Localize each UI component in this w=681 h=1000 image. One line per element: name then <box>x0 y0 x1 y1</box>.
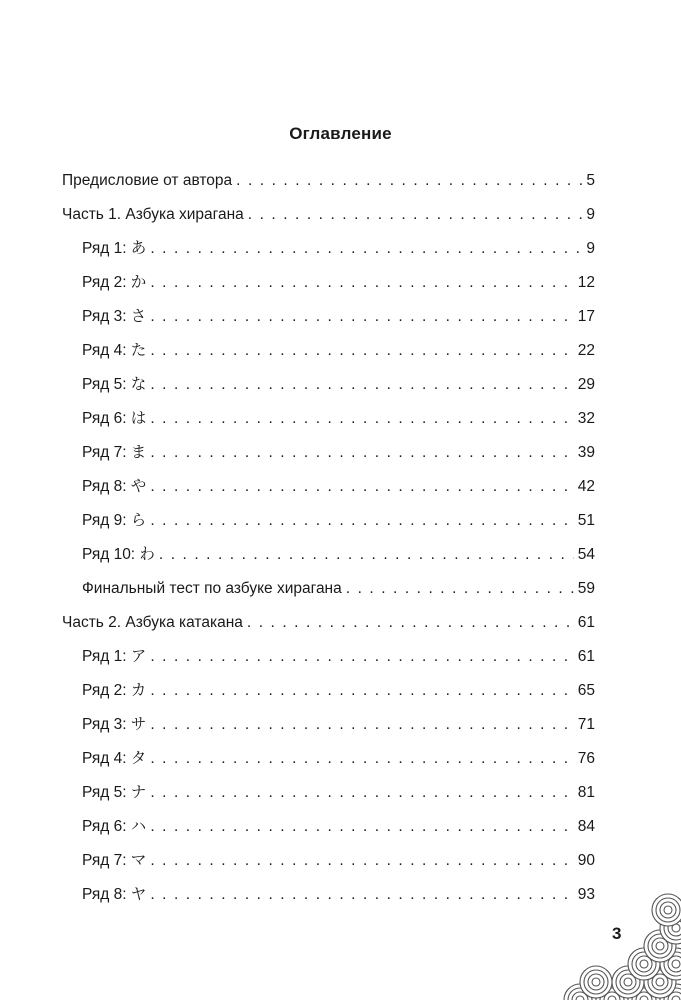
toc-entry-label: Ряд 5: な <box>82 376 147 393</box>
toc-entry-label: Ряд 1: あ <box>82 240 147 257</box>
toc-entry[interactable] <box>62 272 595 306</box>
toc-entry-label: Ряд 1: ア <box>82 648 147 665</box>
dot-leader <box>150 408 573 430</box>
toc-entry-page: 39 <box>577 444 595 461</box>
toc-entry[interactable] <box>62 238 595 272</box>
toc-entry[interactable] <box>62 340 595 374</box>
toc-entry-label: Ряд 3: さ <box>82 308 147 325</box>
toc-entry-page: 71 <box>577 716 595 733</box>
page-number: 3 <box>612 924 622 943</box>
toc-entry-page: 59 <box>577 580 595 597</box>
dot-leader <box>150 646 573 668</box>
dot-leader <box>150 238 582 260</box>
toc-entry-label: Финальный тест по азбуке хирагана <box>82 580 342 597</box>
dot-leader <box>150 510 573 532</box>
toc-entry-label: Ряд 9: ら <box>82 512 147 529</box>
dot-leader <box>150 680 573 702</box>
toc-entry-label: Ряд 10: わ <box>82 546 155 563</box>
toc-entry-page: 93 <box>577 886 595 903</box>
toc-entry-page: 9 <box>586 206 595 223</box>
dot-leader <box>150 476 573 498</box>
toc-entry-page: 90 <box>577 852 595 869</box>
toc-entry[interactable] <box>62 544 595 578</box>
toc-entry[interactable] <box>62 612 595 646</box>
dot-leader <box>150 850 573 872</box>
dot-leader <box>159 544 574 566</box>
toc-entry-label: Ряд 7: ま <box>82 444 147 461</box>
toc-entry-page: 61 <box>577 648 595 665</box>
toc-entry-page: 84 <box>577 818 595 835</box>
toc-entry-page: 9 <box>586 240 595 257</box>
toc-entry-page: 42 <box>577 478 595 495</box>
toc-entry-page: 29 <box>577 376 595 393</box>
toc-entry-page: 17 <box>577 308 595 325</box>
toc-entry-label: Ряд 6: ハ <box>82 818 147 835</box>
seigaiha-wave-pattern-icon <box>560 870 681 1000</box>
toc-entry[interactable] <box>62 476 595 510</box>
toc-entry-label: Ряд 4: た <box>82 342 147 359</box>
toc-entry-page: 32 <box>577 410 595 427</box>
page-title: Оглавление <box>289 124 392 143</box>
toc-entry[interactable] <box>62 850 595 884</box>
toc-entry-label: Ряд 3: サ <box>82 716 147 733</box>
toc-entry[interactable] <box>62 680 595 714</box>
dot-leader <box>346 578 574 600</box>
dot-leader <box>236 170 582 192</box>
toc-entry[interactable] <box>62 204 595 238</box>
toc-entry-page: 61 <box>577 614 595 631</box>
dot-leader <box>150 816 573 838</box>
toc-entry-page: 22 <box>577 342 595 359</box>
toc-entry[interactable] <box>62 510 595 544</box>
toc-entry[interactable] <box>62 714 595 748</box>
toc-entry[interactable] <box>62 306 595 340</box>
dot-leader <box>150 306 573 328</box>
toc-entry[interactable] <box>62 578 595 612</box>
dot-leader <box>150 374 573 396</box>
toc-entry-page: 65 <box>577 682 595 699</box>
toc-entry[interactable] <box>62 748 595 782</box>
toc-entry-page: 81 <box>577 784 595 801</box>
toc-entry-label: Часть 1. Азбука хирагана <box>62 206 244 223</box>
toc-entry[interactable] <box>62 816 595 850</box>
toc-entry-page: 76 <box>577 750 595 767</box>
dot-leader <box>150 884 573 906</box>
dot-leader <box>150 748 573 770</box>
toc-entry-page: 54 <box>577 546 595 563</box>
toc-entry[interactable] <box>62 646 595 680</box>
toc-entry[interactable] <box>62 442 595 476</box>
toc-entry[interactable] <box>62 884 595 918</box>
dot-leader <box>150 442 573 464</box>
toc-entry-label: Ряд 6: は <box>82 410 147 427</box>
dot-leader <box>150 340 573 362</box>
toc-entry[interactable] <box>62 782 595 816</box>
toc-entry-label: Ряд 2: カ <box>82 682 147 699</box>
toc-entry-label: Ряд 5: ナ <box>82 784 147 801</box>
toc-entry-label: Часть 2. Азбука катакана <box>62 614 243 631</box>
toc-entry[interactable] <box>62 170 595 204</box>
toc-entry[interactable] <box>62 408 595 442</box>
dot-leader <box>247 612 574 634</box>
table-of-contents <box>62 170 595 918</box>
toc-entry-label: Ряд 2: か <box>82 274 147 291</box>
toc-entry-page: 12 <box>577 274 595 291</box>
toc-entry-label: Ряд 8: ヤ <box>82 886 147 903</box>
dot-leader <box>150 714 573 736</box>
toc-entry[interactable] <box>62 374 595 408</box>
toc-entry-label: Ряд 8: や <box>82 478 147 495</box>
toc-entry-page: 5 <box>586 172 595 189</box>
dot-leader <box>150 782 573 804</box>
toc-entry-label: Предисловие от автора <box>62 172 233 189</box>
toc-entry-page: 51 <box>577 512 595 529</box>
dot-leader <box>248 204 583 226</box>
dot-leader <box>150 272 573 294</box>
toc-entry-label: Ряд 7: マ <box>82 852 147 869</box>
toc-entry-label: Ряд 4: タ <box>82 750 147 767</box>
